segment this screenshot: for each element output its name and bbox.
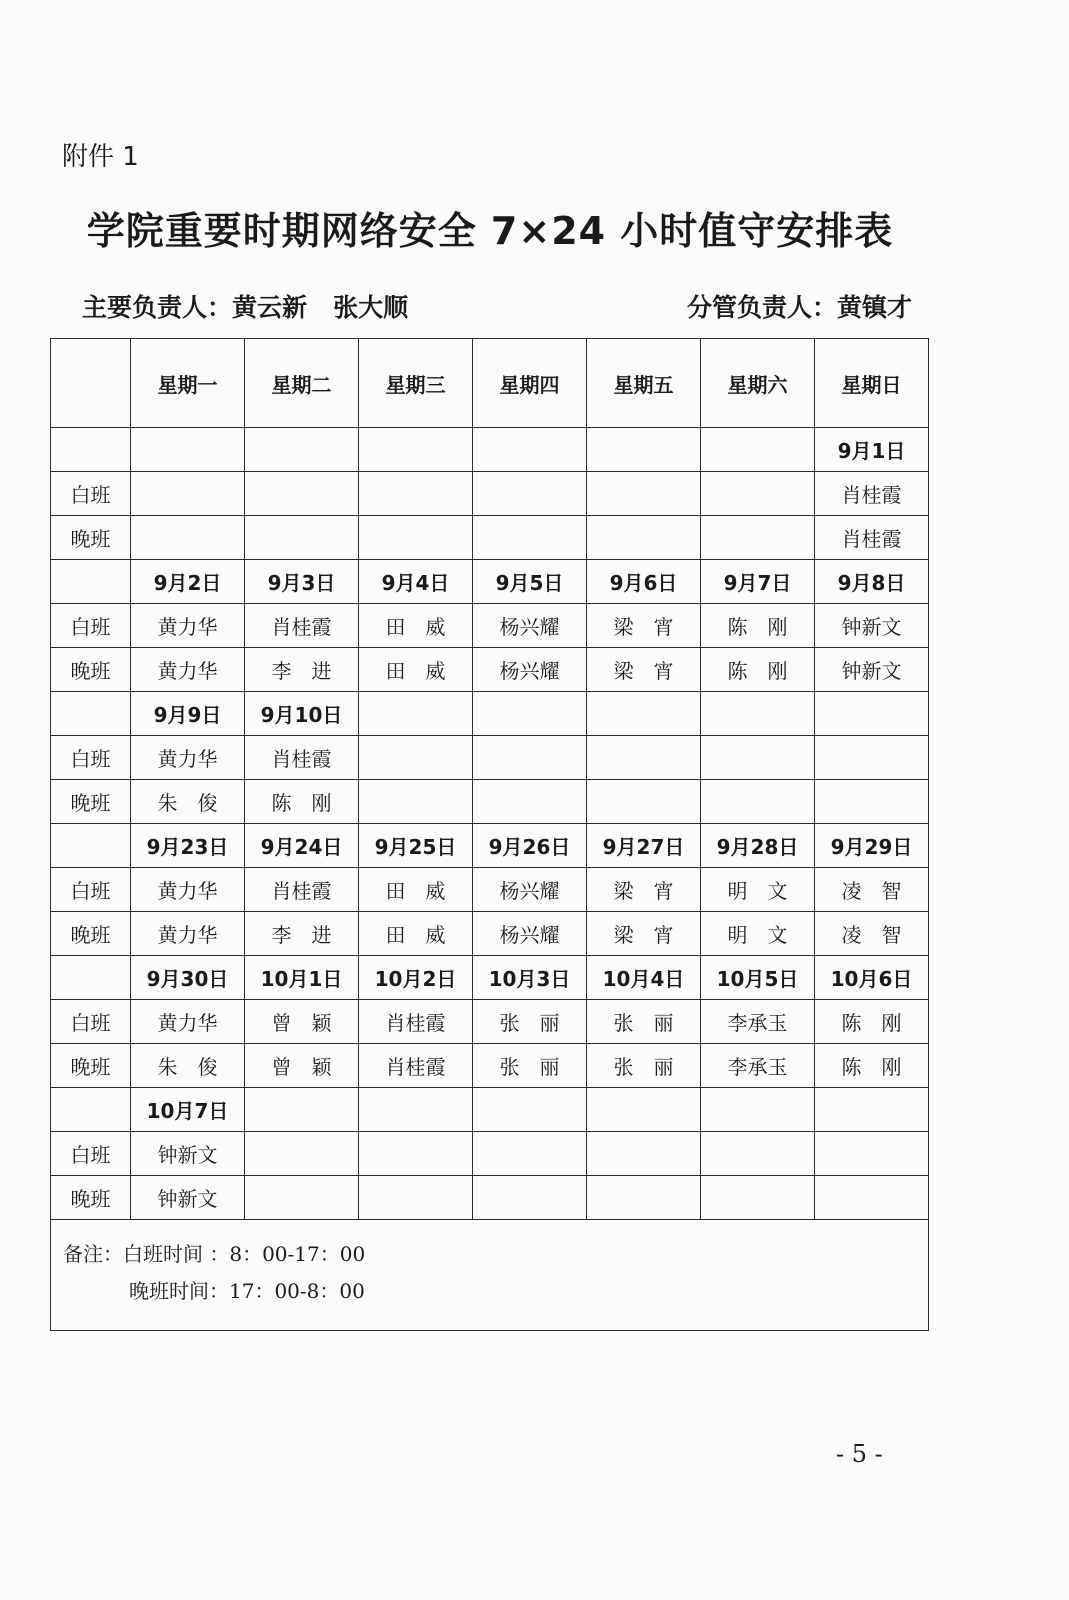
day-shift-cell bbox=[815, 1132, 929, 1176]
night-shift-row bbox=[51, 1044, 929, 1088]
day-shift-row bbox=[51, 472, 929, 516]
night-shift-cell: 钟新文 bbox=[131, 1176, 245, 1220]
night-shift-cell bbox=[473, 516, 587, 560]
date-cell bbox=[587, 428, 701, 472]
day-shift-cell bbox=[701, 736, 815, 780]
date-cell: 9月7日 bbox=[701, 560, 815, 604]
night-shift-cell bbox=[701, 516, 815, 560]
night-shift-cell: 杨兴耀 bbox=[473, 912, 587, 956]
day-shift-cell bbox=[359, 736, 473, 780]
day-shift-cell: 田 威 bbox=[359, 868, 473, 912]
night-shift-cell bbox=[701, 1176, 815, 1220]
weekday-header-row bbox=[51, 339, 929, 428]
shift-label: 白班 bbox=[51, 868, 131, 912]
night-shift-cell bbox=[473, 780, 587, 824]
shift-label: 白班 bbox=[51, 736, 131, 780]
date-cell: 9月3日 bbox=[245, 560, 359, 604]
date-row bbox=[51, 824, 929, 868]
day-shift-cell: 肖桂霞 bbox=[245, 604, 359, 648]
day-shift-cell: 肖桂霞 bbox=[245, 868, 359, 912]
night-shift-cell: 李 进 bbox=[245, 912, 359, 956]
day-shift-cell: 陈 刚 bbox=[701, 604, 815, 648]
date-cell: 9月1日 bbox=[815, 428, 929, 472]
row-label-empty bbox=[51, 692, 131, 736]
attachment-label: 附件 1 bbox=[62, 142, 139, 172]
date-cell bbox=[701, 428, 815, 472]
night-shift-cell bbox=[815, 780, 929, 824]
night-shift-cell: 陈 刚 bbox=[815, 1044, 929, 1088]
date-cell: 10月7日 bbox=[131, 1088, 245, 1132]
day-shift-row bbox=[51, 868, 929, 912]
date-cell: 10月6日 bbox=[815, 956, 929, 1000]
date-cell bbox=[473, 1088, 587, 1132]
day-shift-cell: 黄力华 bbox=[131, 604, 245, 648]
shift-label: 白班 bbox=[51, 604, 131, 648]
day-shift-cell bbox=[701, 472, 815, 516]
duty-schedule-table bbox=[50, 338, 929, 1331]
day-shift-cell bbox=[245, 472, 359, 516]
night-shift-cell: 张 丽 bbox=[587, 1044, 701, 1088]
night-shift-cell bbox=[815, 1176, 929, 1220]
night-shift-cell: 曾 颖 bbox=[245, 1044, 359, 1088]
responsible-persons bbox=[82, 288, 912, 324]
notes-row bbox=[51, 1220, 929, 1331]
day-shift-cell: 肖桂霞 bbox=[359, 1000, 473, 1044]
night-shift-cell bbox=[587, 516, 701, 560]
day-shift-cell bbox=[587, 736, 701, 780]
date-cell: 9月9日 bbox=[131, 692, 245, 736]
night-shift-row bbox=[51, 780, 929, 824]
date-cell bbox=[359, 1088, 473, 1132]
day-shift-row bbox=[51, 736, 929, 780]
date-cell bbox=[131, 428, 245, 472]
night-shift-cell: 凌 智 bbox=[815, 912, 929, 956]
shift-label: 晚班 bbox=[51, 912, 131, 956]
day-shift-row bbox=[51, 1000, 929, 1044]
date-cell bbox=[359, 428, 473, 472]
night-shift-cell: 陈 刚 bbox=[245, 780, 359, 824]
night-shift-cell: 钟新文 bbox=[815, 648, 929, 692]
date-cell: 10月5日 bbox=[701, 956, 815, 1000]
day-shift-cell: 黄力华 bbox=[131, 1000, 245, 1044]
date-cell bbox=[701, 1088, 815, 1132]
day-shift-cell bbox=[587, 1132, 701, 1176]
date-cell: 10月4日 bbox=[587, 956, 701, 1000]
shift-label: 晚班 bbox=[51, 1176, 131, 1220]
date-cell bbox=[815, 692, 929, 736]
day-shift-cell: 肖桂霞 bbox=[815, 472, 929, 516]
notes-line-night: 晚班时间：17：00-8：00 bbox=[129, 1279, 365, 1303]
day-shift-cell: 张 丽 bbox=[587, 1000, 701, 1044]
night-shift-cell: 肖桂霞 bbox=[815, 516, 929, 560]
date-cell bbox=[587, 1088, 701, 1132]
day-shift-row bbox=[51, 604, 929, 648]
date-row bbox=[51, 1088, 929, 1132]
row-label-empty bbox=[51, 1088, 131, 1132]
day-shift-cell: 李承玉 bbox=[701, 1000, 815, 1044]
day-shift-cell: 田 威 bbox=[359, 604, 473, 648]
night-shift-cell bbox=[359, 516, 473, 560]
row-label-empty bbox=[51, 956, 131, 1000]
day-shift-cell: 肖桂霞 bbox=[245, 736, 359, 780]
day-shift-row bbox=[51, 1132, 929, 1176]
date-cell: 9月28日 bbox=[701, 824, 815, 868]
day-shift-cell bbox=[359, 1132, 473, 1176]
night-shift-cell bbox=[245, 516, 359, 560]
date-cell: 9月25日 bbox=[359, 824, 473, 868]
night-shift-cell bbox=[587, 780, 701, 824]
document-title: 学院重要时期网络安全 7×24 小时值守安排表 bbox=[86, 209, 894, 253]
night-shift-row bbox=[51, 1176, 929, 1220]
day-shift-cell bbox=[245, 1132, 359, 1176]
night-shift-cell: 肖桂霞 bbox=[359, 1044, 473, 1088]
day-shift-cell: 梁 宵 bbox=[587, 604, 701, 648]
date-row bbox=[51, 560, 929, 604]
day-shift-cell: 杨兴耀 bbox=[473, 868, 587, 912]
date-cell: 9月26日 bbox=[473, 824, 587, 868]
shift-label: 晚班 bbox=[51, 780, 131, 824]
night-shift-row bbox=[51, 516, 929, 560]
night-shift-cell: 朱 俊 bbox=[131, 1044, 245, 1088]
day-shift-cell bbox=[359, 472, 473, 516]
row-label-empty bbox=[51, 560, 131, 604]
night-shift-row bbox=[51, 648, 929, 692]
day-shift-cell bbox=[473, 472, 587, 516]
day-shift-cell: 黄力华 bbox=[131, 736, 245, 780]
day-shift-cell: 曾 颖 bbox=[245, 1000, 359, 1044]
night-shift-cell: 李 进 bbox=[245, 648, 359, 692]
principal-responsible: 主要负责人：黄云新 张大顺 bbox=[82, 293, 409, 322]
day-shift-cell: 张 丽 bbox=[473, 1000, 587, 1044]
notes-line-day: 备注：白班时间 ：8：00-17：00 bbox=[63, 1242, 366, 1266]
shift-label: 白班 bbox=[51, 472, 131, 516]
night-shift-cell: 田 威 bbox=[359, 912, 473, 956]
night-shift-cell: 梁 宵 bbox=[587, 912, 701, 956]
day-shift-cell bbox=[587, 472, 701, 516]
date-cell bbox=[359, 692, 473, 736]
date-cell: 9月24日 bbox=[245, 824, 359, 868]
date-row bbox=[51, 956, 929, 1000]
date-cell: 9月4日 bbox=[359, 560, 473, 604]
day-shift-cell: 钟新文 bbox=[131, 1132, 245, 1176]
page-number: - 5 - bbox=[836, 1440, 883, 1468]
date-row bbox=[51, 428, 929, 472]
day-shift-cell bbox=[815, 736, 929, 780]
date-cell bbox=[815, 1088, 929, 1132]
night-shift-row bbox=[51, 912, 929, 956]
row-label-empty bbox=[51, 824, 131, 868]
corner-cell bbox=[51, 339, 131, 428]
weekday-header: 星期五 bbox=[587, 339, 701, 428]
shift-label: 晚班 bbox=[51, 516, 131, 560]
date-cell bbox=[587, 692, 701, 736]
day-shift-cell: 梁 宵 bbox=[587, 868, 701, 912]
date-cell: 9月6日 bbox=[587, 560, 701, 604]
date-cell: 9月23日 bbox=[131, 824, 245, 868]
day-shift-cell: 陈 刚 bbox=[815, 1000, 929, 1044]
date-cell: 9月8日 bbox=[815, 560, 929, 604]
weekday-header: 星期六 bbox=[701, 339, 815, 428]
night-shift-cell: 陈 刚 bbox=[701, 648, 815, 692]
night-shift-cell bbox=[701, 780, 815, 824]
night-shift-cell bbox=[245, 1176, 359, 1220]
night-shift-cell: 梁 宵 bbox=[587, 648, 701, 692]
date-cell: 9月2日 bbox=[131, 560, 245, 604]
date-cell: 9月30日 bbox=[131, 956, 245, 1000]
weekday-header: 星期日 bbox=[815, 339, 929, 428]
date-row bbox=[51, 692, 929, 736]
notes-cell bbox=[51, 1220, 929, 1331]
day-shift-cell: 杨兴耀 bbox=[473, 604, 587, 648]
day-shift-cell: 明 文 bbox=[701, 868, 815, 912]
date-cell: 9月27日 bbox=[587, 824, 701, 868]
weekday-header: 星期四 bbox=[473, 339, 587, 428]
night-shift-cell: 明 文 bbox=[701, 912, 815, 956]
night-shift-cell: 杨兴耀 bbox=[473, 648, 587, 692]
day-shift-cell bbox=[131, 472, 245, 516]
shift-label: 晚班 bbox=[51, 648, 131, 692]
night-shift-cell: 田 威 bbox=[359, 648, 473, 692]
day-shift-cell: 凌 智 bbox=[815, 868, 929, 912]
night-shift-cell bbox=[131, 516, 245, 560]
date-cell bbox=[245, 1088, 359, 1132]
deputy-responsible: 分管负责人：黄镇才 bbox=[686, 293, 912, 322]
shift-label: 晚班 bbox=[51, 1044, 131, 1088]
night-shift-cell bbox=[359, 780, 473, 824]
day-shift-cell bbox=[701, 1132, 815, 1176]
day-shift-cell bbox=[473, 736, 587, 780]
weekday-header: 星期二 bbox=[245, 339, 359, 428]
night-shift-cell bbox=[587, 1176, 701, 1220]
schedule-body bbox=[51, 428, 929, 1220]
night-shift-cell: 朱 俊 bbox=[131, 780, 245, 824]
day-shift-cell bbox=[473, 1132, 587, 1176]
date-cell: 10月1日 bbox=[245, 956, 359, 1000]
date-cell: 9月5日 bbox=[473, 560, 587, 604]
date-cell: 9月29日 bbox=[815, 824, 929, 868]
weekday-header: 星期一 bbox=[131, 339, 245, 428]
day-shift-cell: 钟新文 bbox=[815, 604, 929, 648]
date-cell bbox=[245, 428, 359, 472]
weekday-header: 星期三 bbox=[359, 339, 473, 428]
night-shift-cell: 张 丽 bbox=[473, 1044, 587, 1088]
date-cell bbox=[701, 692, 815, 736]
night-shift-cell bbox=[473, 1176, 587, 1220]
date-cell bbox=[473, 692, 587, 736]
date-cell: 10月2日 bbox=[359, 956, 473, 1000]
row-label-empty bbox=[51, 428, 131, 472]
shift-label: 白班 bbox=[51, 1000, 131, 1044]
date-cell: 9月10日 bbox=[245, 692, 359, 736]
date-cell bbox=[473, 428, 587, 472]
night-shift-cell: 黄力华 bbox=[131, 648, 245, 692]
date-cell: 10月3日 bbox=[473, 956, 587, 1000]
shift-label: 白班 bbox=[51, 1132, 131, 1176]
day-shift-cell: 黄力华 bbox=[131, 868, 245, 912]
night-shift-cell bbox=[359, 1176, 473, 1220]
night-shift-cell: 黄力华 bbox=[131, 912, 245, 956]
night-shift-cell: 李承玉 bbox=[701, 1044, 815, 1088]
